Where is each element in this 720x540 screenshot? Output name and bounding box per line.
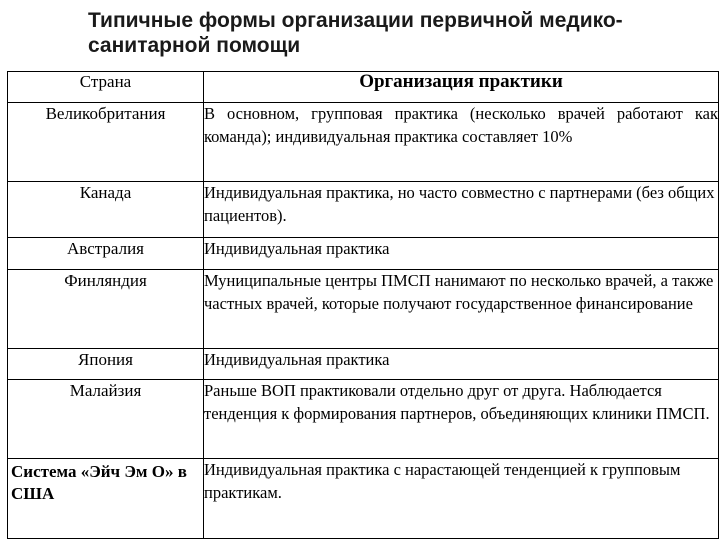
- country-cell: Канада: [8, 182, 204, 238]
- country-cell: Австралия: [8, 238, 204, 270]
- column-header-organization: Организация практики: [204, 72, 719, 103]
- slide-title: Типичные формы организации первичной медико-санитарной помощи: [88, 9, 623, 57]
- table-row: [8, 459, 719, 539]
- table-row: [8, 182, 719, 238]
- table-header-row: [8, 72, 719, 103]
- table-row: [8, 103, 719, 182]
- primary-care-organization-table: [7, 71, 719, 539]
- practice-cell: В основном, групповая практика (несколько врачей работают как команда); индивидуальная практика составляет 10%: [204, 103, 719, 182]
- practice-cell: Индивидуальная практика: [204, 349, 719, 380]
- column-header-country: Страна: [8, 72, 204, 103]
- table-row: [8, 349, 719, 380]
- table-row: [8, 270, 719, 349]
- table-row: [8, 238, 719, 270]
- practice-cell: Раньше ВОП практиковали отдельно друг от друга. Наблюдается тенденция к формирования партнеров, объединяющих клиники ПМСП.: [204, 380, 719, 459]
- practice-cell: Муниципальные центры ПМСП нанимают по несколько врачей, а также частных врачей, которые получают государственное финансирование: [204, 270, 719, 349]
- country-cell: Система «Эйч Эм О» в США: [8, 459, 204, 539]
- country-cell: Япония: [8, 349, 204, 380]
- practice-cell: Индивидуальная практика, но часто совместно с партнерами (без общих пациентов).: [204, 182, 719, 238]
- country-cell: Финляндия: [8, 270, 204, 349]
- table-row: [8, 380, 719, 459]
- practice-cell: Индивидуальная практика с нарастающей тенденцией к групповым практикам.: [204, 459, 719, 539]
- practice-cell: Индивидуальная практика: [204, 238, 719, 270]
- country-cell: Малайзия: [8, 380, 204, 459]
- country-cell: Великобритания: [8, 103, 204, 182]
